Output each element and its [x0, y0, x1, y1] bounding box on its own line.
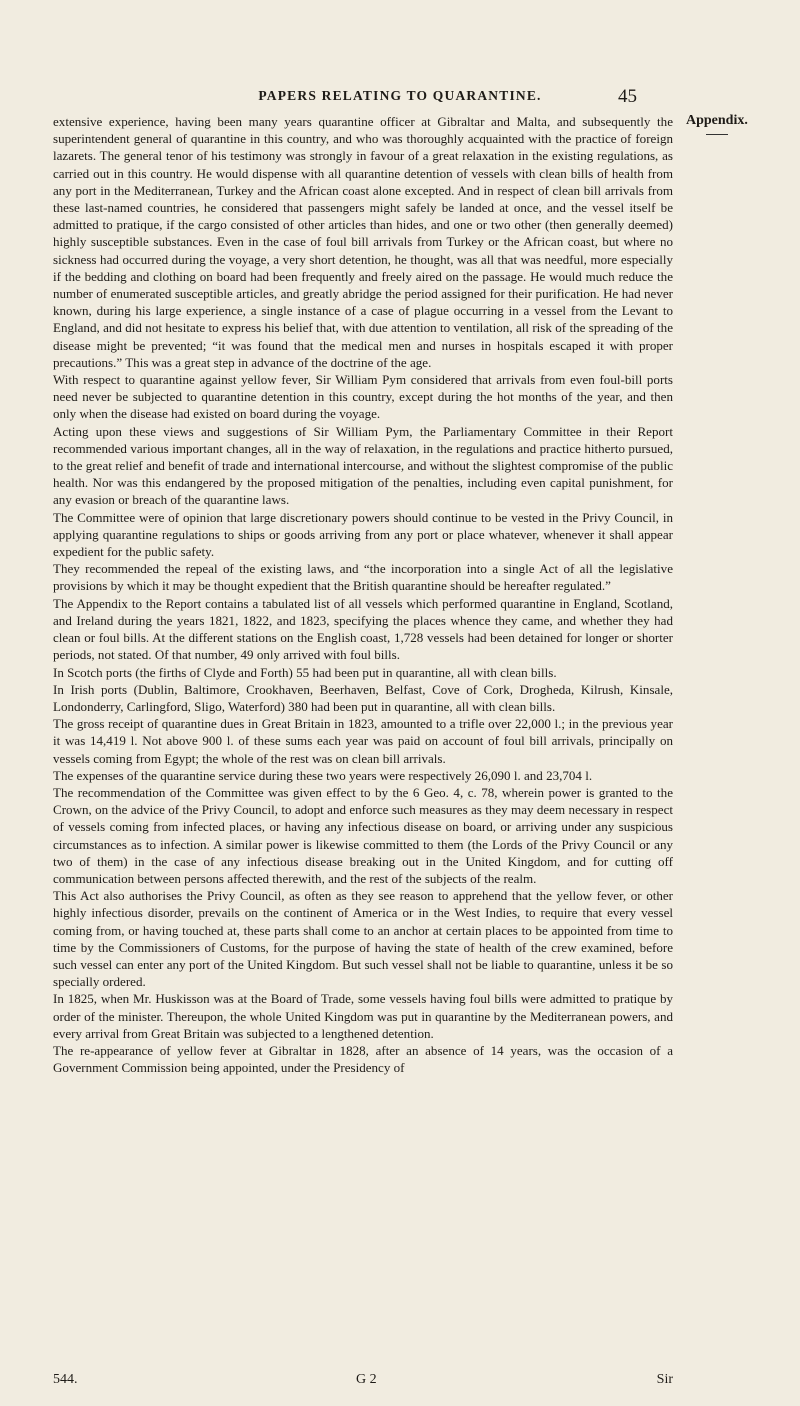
running-head	[0, 86, 800, 108]
paragraph: This Act also authorises the Privy Council, as often as they see reason to apprehend that the yellow fever, or other highly infectious disorder, prevails on the continent of America or in the West Indies, to require that every vessel coming from, or having touched at, these parts shall come to an anchor at certain places to be appointed from time to time by the Commissioners of Customs, for the purpose of having the state of health of the crew examined, before such vessel can enter any port of the United Kingdom. But such vessel shall not be liable to quarantine, unless it be so specially ordered.	[53, 888, 673, 990]
paragraph: extensive experience, having been many years quarantine officer at Gibraltar and Malta, and subsequently the superintendent general of quarantine in this country, and who was thoroughly acquainted with the practice of foreign lazarets. The general tenor of his testimony was strongly in favour of a great relaxation in the existing regulations, as carried out in this country. He would dispense with all quarantine detention of vessels with clean bills of health from any port in the Mediterranean, Turkey and the African coast alone excepted. And in respect of clean bill arrivals from these last-named countries, he considered that passengers might safely be landed at once, and the vessel itself be admitted to pratique, if the cargo consisted of other articles than hides, and one or two other (then generally deemed) highly susceptible substances. Even in the case of foul bill arrivals from Turkey or the African coast, but where no sickness had occurred during the voyage, a very short detention, he thought, was all that was needful, more especially if the bedding and clothing on board had been frequently and freely aired on the passage. He would much reduce the number of enumerated susceptible articles, and greatly abridge the period assigned for their purification. He had never known, during his large experience, a single instance of a case of plague occurring in a vessel from the Levant to England, and did not hesitate to express his belief that, with due attention to ventilation, all risk of the spreading of the disease might be prevented; “it was found that the medical men and nurses in hospitals escaped it with proper precautions.” This was a great step in advance of the doctrine of the age.	[53, 114, 673, 370]
paragraph: The Appendix to the Report contains a tabulated list of all vessels which performed quarantine in England, Scotland, and Ireland during the years 1821, 1822, and 1823, specifying the places whence they came, and whether they had clean or foul bills. At the different stations on the English coast, 1,728 vessels had been detained for longer or shorter periods, not stated. Of that number, 49 only arrived with foul bills.	[53, 595, 673, 663]
paragraph: The gross receipt of quarantine dues in Great Britain in 1823, amounted to a trifle over 22,000 l.; in the previous year it was 14,419 l. Not above 900 l. of these sums each year was paid on account of foul bill arrivals, principally on vessels coming from Egypt; the whole of the rest was on clean bill arrivals.	[53, 716, 673, 766]
paragraph: In 1825, when Mr. Huskisson was at the Board of Trade, some vessels having foul bills were admitted to pratique by order of the minister. Thereupon, the whole United Kingdom was put in quarantine by the Mediterranean powers, and every arrival from Great Britain was subjected to a lengthened detention.	[53, 991, 673, 1041]
paragraph: The recommendation of the Committee was given effect to by the 6 Geo. 4, c. 78, wherein power is granted to the Crown, on the advice of the Privy Council, to adopt and enforce such measures as they may deem necessary in respect of vessels coming from infected places, or having any infectious disease on board, or arriving under any suspicious circumstances as to infection. A similar power is likewise committed to them (the Lords of the Privy Council or any two of them) in the case of any infectious disease breaking out in the United Kingdom, and for cutting off communication between persons affected therewith, and the rest of the subjects of the realm.	[53, 784, 673, 886]
paragraph: With respect to quarantine against yellow fever, Sir William Pym considered that arrivals from even foul-bill ports need never be subjected to quarantine detention in this country, except during the hot months of the year, and then only when the disease had existed on board during the voyage.	[53, 372, 673, 422]
body-text	[53, 113, 673, 1076]
page-footer	[53, 1372, 673, 1392]
appendix-margin-label: Appendix.	[686, 113, 748, 128]
paragraph: In Irish ports (Dublin, Baltimore, Crookhaven, Beerhaven, Belfast, Cove of Cork, Drogheda, Kilrush, Kinsale, Londonderry, Carlingford, Sligo, Waterford) 380 had been put in quarantine, all with clean bills.	[53, 681, 673, 714]
catchword: Sir	[656, 1372, 673, 1387]
paragraph: They recommended the repeal of the existing laws, and “the incorporation into a single Act of all the legislative provisions by which it may be thought expedient that the British quarantine should be hereafter regulated.”	[53, 561, 673, 594]
gathering-mark: G 2	[356, 1372, 377, 1387]
paragraph: The re-appearance of yellow fever at Gibraltar in 1828, after an absence of 14 years, was the occasion of a Government Commission being appointed, under the Presidency of	[53, 1042, 673, 1076]
margin-rule	[706, 134, 728, 135]
paragraph: The Committee were of opinion that large discretionary powers should continue to be vested in the Privy Council, in applying quarantine regulations to ships or goods arriving from any port or place whatever, whenever it shall appear expedient for the public safety.	[53, 509, 673, 560]
running-title: PAPERS RELATING TO QUARANTINE.	[258, 88, 542, 103]
signature-mark: 544.	[53, 1372, 78, 1387]
paragraph: Acting upon these views and suggestions of Sir William Pym, the Parliamentary Committee in their Report recommended various important changes, all in the way of relaxation, in the regulations and practice hitherto pursued, to the great relief and benefit of trade and international intercourse, and without the slightest compromise of the public health. Nor was this endangered by the proposed mitigation of the penalties, including even capital punishment, for any evasion or breach of the quarantine laws.	[53, 423, 673, 508]
paragraph: In Scotch ports (the firths of Clyde and Forth) 55 had been put in quarantine, all with clean bills.	[53, 664, 557, 680]
page-number: 45	[618, 86, 637, 107]
paragraph: The expenses of the quarantine service during these two years were respectively 26,090 l. and 23,704 l.	[53, 767, 593, 783]
